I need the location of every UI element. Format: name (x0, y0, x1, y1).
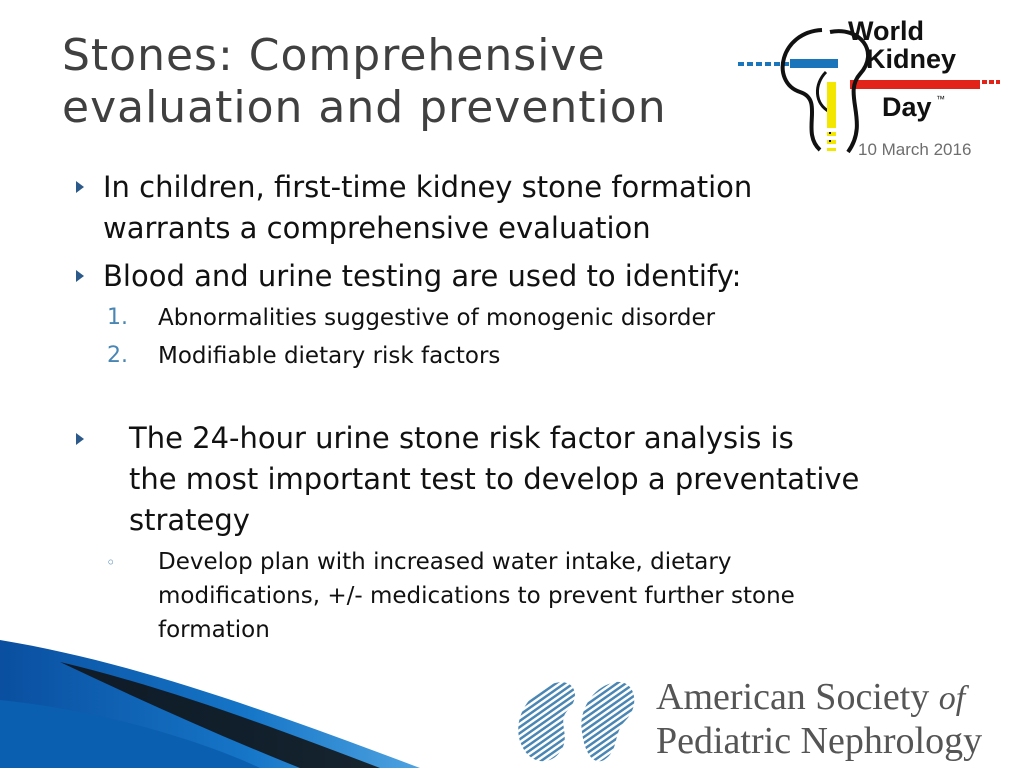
bullet-2: Blood and urine testing are used to identify: (103, 259, 742, 293)
wkd-trademark: ™ (936, 94, 945, 104)
wkd-date: 10 March 2016 (858, 140, 972, 159)
aspn-of: of (938, 680, 966, 717)
sub-bullet-line-2: modifications, +/- medications to prevent further stone (158, 583, 795, 609)
bullet-1 (103, 167, 752, 249)
bullet-3-line-1: The 24-hour urine stone risk factor analysis is (129, 421, 794, 455)
aspn-line-2: Pediatric Nephrology (656, 720, 983, 762)
aspn-kidney-icon (512, 676, 640, 766)
wkd-word-world: World (848, 16, 924, 46)
bullet-3 (129, 418, 859, 541)
numbered-item: Abnormalities suggestive of monogenic disorder (158, 305, 716, 331)
slide-title (62, 30, 742, 134)
bullet-arrow-icon (76, 181, 84, 193)
sub-bullet-line-3: formation (158, 617, 270, 643)
sub-bullet-circle-icon: ◦ (106, 553, 116, 572)
wkd-word-day: Day (882, 92, 932, 122)
bullet-1-line-1: In children, first-time kidney stone formation (103, 170, 753, 204)
aspn-line-1: American Society of (656, 676, 966, 718)
world-kidney-day-logo (730, 12, 1010, 162)
bullet-arrow-icon (76, 270, 84, 282)
slide-title-line-1: Stones: Comprehensive (62, 30, 606, 81)
slide-title-line-2: evaluation and prevention (62, 82, 667, 133)
decorative-swoosh (0, 640, 420, 768)
bullet-3-line-3: strategy (129, 503, 250, 537)
sub-bullet (158, 545, 795, 647)
numbered-marker: 1. (107, 305, 128, 330)
bullet-arrow-icon (76, 433, 84, 445)
bullet-3-line-2: the most important test to develop a preventative (129, 462, 860, 496)
numbered-item: Modifiable dietary risk factors (158, 343, 501, 369)
bullet-1-line-2: warrants a comprehensive evaluation (103, 211, 651, 245)
sub-bullet-line-1: Develop plan with increased water intake, dietary (158, 549, 732, 575)
aspn-wordmark (656, 676, 982, 762)
wkd-word-kidney: Kidney (866, 44, 957, 74)
numbered-marker: 2. (107, 343, 128, 368)
